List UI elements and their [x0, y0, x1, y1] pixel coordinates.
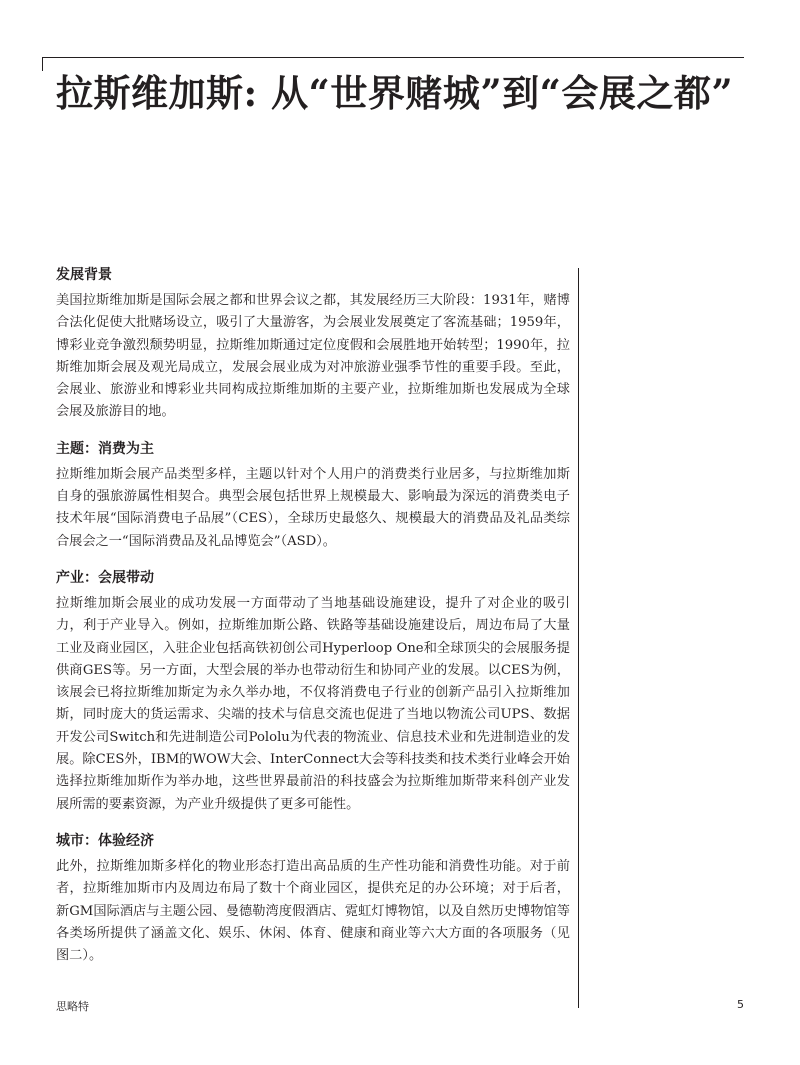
section-paragraph: 此外，拉斯维加斯多样化的物业形态打造出高品质的生产性功能和消费性功能。对于前者，拉斯维加斯市内及周边布局了数十个商业园区，提供充足的办公环境；对于后者，新GM国际酒店与主题公园、曼德勒湾度假酒店、霓虹灯博物馆，以及自然历史博物馆等各类场所提供了涵盖文化、娱乐、休闲、体育、健康和商业等六大方面的各项服务（见图二）。: [56, 858, 570, 964]
section-paragraph: 拉斯维加斯会展产品类型多样，主题以针对个人用户的消费类行业居多，与拉斯维加斯自身的强旅游属性相契合。典型会展包括世界上规模最大、影响最为深远的消费类电子技术年展“国际消费电子品展”（CES），全球历史最悠久、规模最大的消费品及礼品类综合展会之一“国际消费品及礼品博览会”（ASD）。: [56, 466, 570, 549]
section-paragraph: 拉斯维加斯会展业的成功发展一方面带动了当地基础设施建设，提升了对企业的吸引力，利于产业导入。例如，拉斯维加斯公路、铁路等基础设施建设后，周边布局了大量工业及商业园区，入驻企业包括高铁初创公司Hyperloop One和全球顶尖的会展服务提供商GES等。另一方面，大型会展的举办也带动衍生和协同产业的发展。以CES为例，该展会已将拉斯维加斯定为永久举办地，不仅将消费电子行业的创新产品引入拉斯维加斯，同时庞大的货运需求、尖端的技术与信息交流也促进了当地以物流公司UPS、数据开发公司Switch和先进制造公司Pololu为代表的物流业、信息技术业和先进制造业的发展。除CES外，IBM的WOW大会、InterConnect大会等科技类和技术类行业峰会开始选择拉斯维加斯作为举办地，这些世界最前沿的科技盛会为拉斯维加斯带来科创产业发展所需的要素资源，为产业升级提供了更多可能性。: [56, 595, 570, 812]
section-industry: [56, 565, 570, 816]
section-heading: 发展背景: [56, 267, 112, 283]
top-rule: [42, 57, 744, 58]
page-title: 拉斯维加斯: 从“世界赌城”到“会展之都”: [56, 71, 734, 115]
section-heading: 主题：消费为主: [56, 440, 154, 457]
section-city: [56, 828, 570, 967]
article-body: [56, 262, 570, 967]
page-number: 5: [737, 998, 744, 1011]
section-background: [56, 262, 570, 424]
section-theme: [56, 436, 570, 553]
top-corner-tick: [42, 57, 43, 71]
section-heading: 城市：体验经济: [56, 832, 154, 849]
section-paragraph: 美国拉斯维加斯是国际会展之都和世界会议之都，其发展经历三大阶段：1931年，赌博合法化促使大批赌场设立，吸引了大量游客，为会展业发展奠定了客流基础；1959年，博彩业竞争激烈颓势明显，拉斯维加斯通过定位度假和会展胜地开始转型；1990年，拉斯维加斯会展及观光局成立，发展会展业成为对冲旅游业强季节性的重要手段。至此，会展业、旅游业和博彩业共同构成拉斯维加斯的主要产业，拉斯维加斯也发展成为全球会展及旅游目的地。: [56, 293, 570, 420]
footer-brand: 思略特: [56, 1000, 89, 1013]
column-divider: [578, 268, 579, 1008]
section-heading: 产业：会展带动: [56, 569, 154, 586]
